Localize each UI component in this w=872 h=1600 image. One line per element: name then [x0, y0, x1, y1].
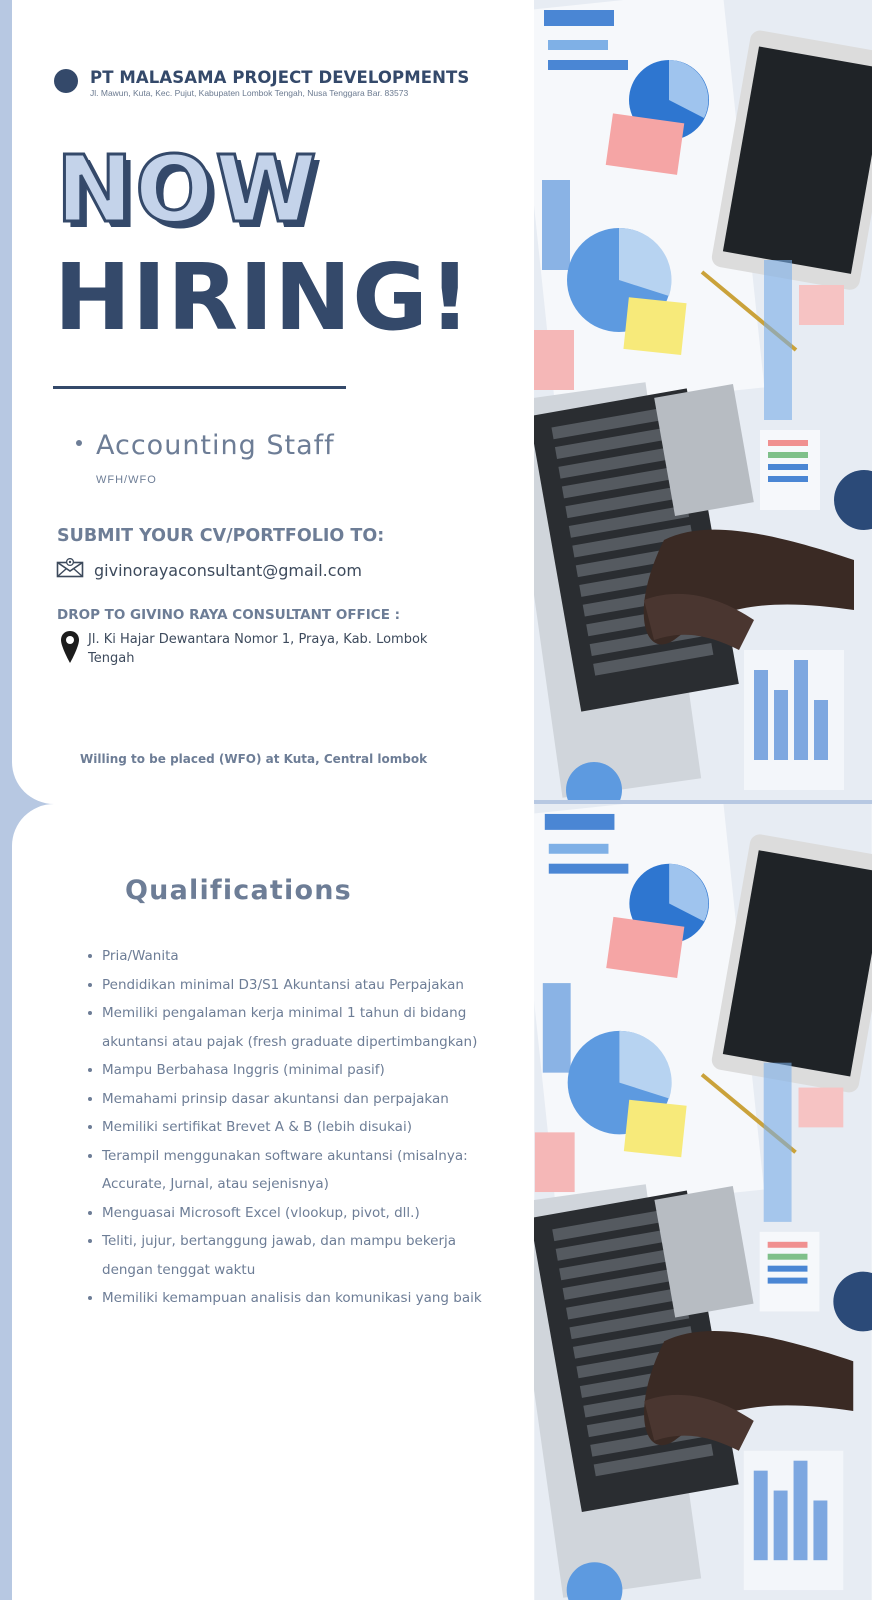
office-address: Jl. Ki Hajar Dewantara Nomor 1, Praya, Kab. Lombok Tengah — [88, 632, 428, 666]
list-item: Memiliki pengalaman kerja minimal 1 tahun di bidang akuntansi atau pajak (fresh graduate dipertimbangkan) — [88, 999, 488, 1056]
list-item: Teliti, jujur, bertanggung jawab, dan mampu bekerja dengan tenggat waktu — [88, 1227, 488, 1284]
list-item: Pria/Wanita — [88, 942, 488, 971]
list-item: Mampu Berbahasa Inggris (minimal pasif) — [88, 1056, 488, 1085]
bottom-card — [12, 804, 534, 1600]
position-title-text: Accounting Staff — [96, 430, 335, 461]
desk-illustration — [534, 0, 872, 800]
submit-title: SUBMIT YOUR CV/PORTFOLIO TO: — [57, 526, 385, 546]
top-card — [12, 0, 534, 804]
company-name: PT MALASAMA PROJECT DEVELOPMENTS — [90, 68, 470, 87]
office-address-row — [60, 630, 448, 668]
qualifications-title: Qualifications — [125, 875, 352, 906]
office-desk-photo — [534, 804, 872, 1600]
envelope-icon — [56, 558, 84, 582]
headline-hiring: HIRING! — [54, 244, 472, 351]
list-item: Pendidikan minimal D3/S1 Akuntansi atau Perpajakan — [88, 971, 488, 1000]
position-title — [76, 430, 335, 461]
desk-illustration — [534, 804, 872, 1600]
work-mode: WFH/WFO — [96, 474, 157, 486]
headline-divider — [53, 386, 346, 389]
office-desk-photo — [534, 0, 872, 800]
list-item: Memahami prinsip dasar akuntansi dan perpajakan — [88, 1085, 488, 1114]
company-logo-dot — [54, 69, 78, 93]
position-bullet — [76, 440, 82, 446]
headline-now: NOW — [56, 136, 319, 243]
list-item: Terampil menggunakan software akuntansi (misalnya: Accurate, Jurnal, atau sejenisnya) — [88, 1142, 488, 1199]
list-item: Memiliki kemampuan analisis dan komunikasi yang baik — [88, 1284, 488, 1313]
map-pin-icon — [60, 630, 80, 668]
email-row[interactable] — [56, 558, 362, 582]
list-item: Menguasai Microsoft Excel (vlookup, pivot, dll.) — [88, 1199, 488, 1228]
company-address: Jl. Mawun, Kuta, Kec. Pujut, Kabupaten Lombok Tengah, Nusa Tenggara Bar. 83573 — [90, 88, 409, 98]
qualifications-list — [88, 942, 488, 1313]
placement-note: Willing to be placed (WFO) at Kuta, Central lombok — [80, 752, 428, 766]
email-address[interactable]: givinorayaconsultant@gmail.com — [94, 560, 362, 580]
drop-title: DROP TO GIVINO RAYA CONSULTANT OFFICE : — [57, 607, 401, 623]
list-item: Memiliki sertifikat Brevet A & B (lebih disukai) — [88, 1113, 488, 1142]
